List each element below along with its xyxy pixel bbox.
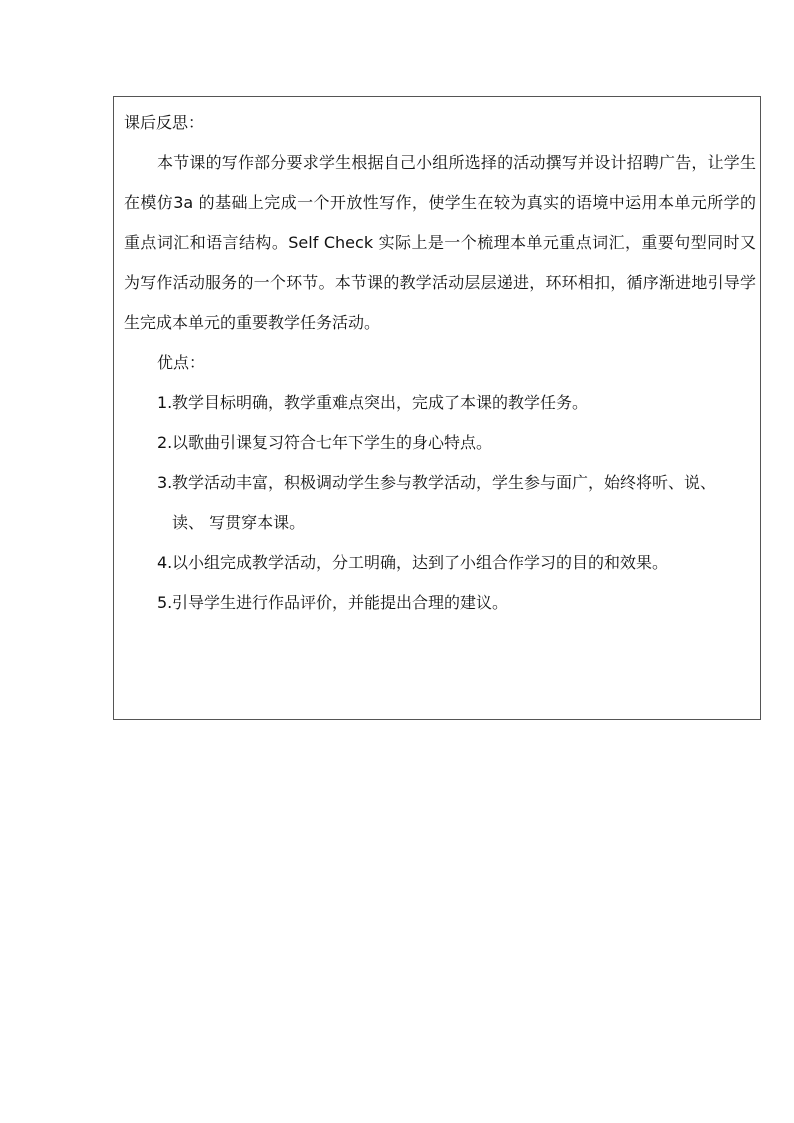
- list-item: [124, 463, 756, 543]
- list-item-number: 4.: [157, 553, 173, 572]
- list-item: [124, 383, 756, 423]
- advantages-label: 优点：: [157, 353, 206, 372]
- list-item-number: 3.: [157, 473, 173, 492]
- list-item-text: 教学目标明确，教学重难点突出，完成了本课的教学任务。: [172, 393, 589, 412]
- list-item-number: 2.: [157, 433, 173, 452]
- list-item: [124, 543, 756, 583]
- reflection-box: [113, 96, 761, 720]
- list-item-text: 以歌曲引课复习符合七年下学生的身心特点。: [172, 433, 493, 452]
- advantages-list: [124, 383, 756, 623]
- reflection-heading: 课后反思：: [124, 113, 205, 132]
- reflection-paragraph: 本节课的写作部分要求学生根据自己小组所选择的活动撰写并设计招聘广告，让学生在模仿3a 的基础上完成一个开放性写作，使学生在较为真实的语境中运用本单元所学的重点词汇和语言结构。Self Check 实际上是一个梳理本单元重点词汇，重要句型同时又为写作活动服务的一个环节。本节课的教学活动层层递进，环环相扣，循序渐进地引导学生完成本单元的重要教学任务活动。: [124, 153, 756, 332]
- list-item: [124, 583, 756, 623]
- list-item: [124, 423, 756, 463]
- list-item-number: 5.: [157, 593, 173, 612]
- list-item-text: 教学活动丰富，积极调动学生参与教学活动，学生参与面广，始终将听、说、读、 写贯穿本课。: [172, 473, 717, 532]
- list-item-number: 1.: [157, 393, 173, 412]
- list-item-text: 引导学生进行作品评价，并能提出合理的建议。: [172, 593, 509, 612]
- reflection-content: [124, 103, 756, 623]
- list-item-text: 以小组完成教学活动，分工明确，达到了小组合作学习的目的和效果。: [172, 553, 669, 572]
